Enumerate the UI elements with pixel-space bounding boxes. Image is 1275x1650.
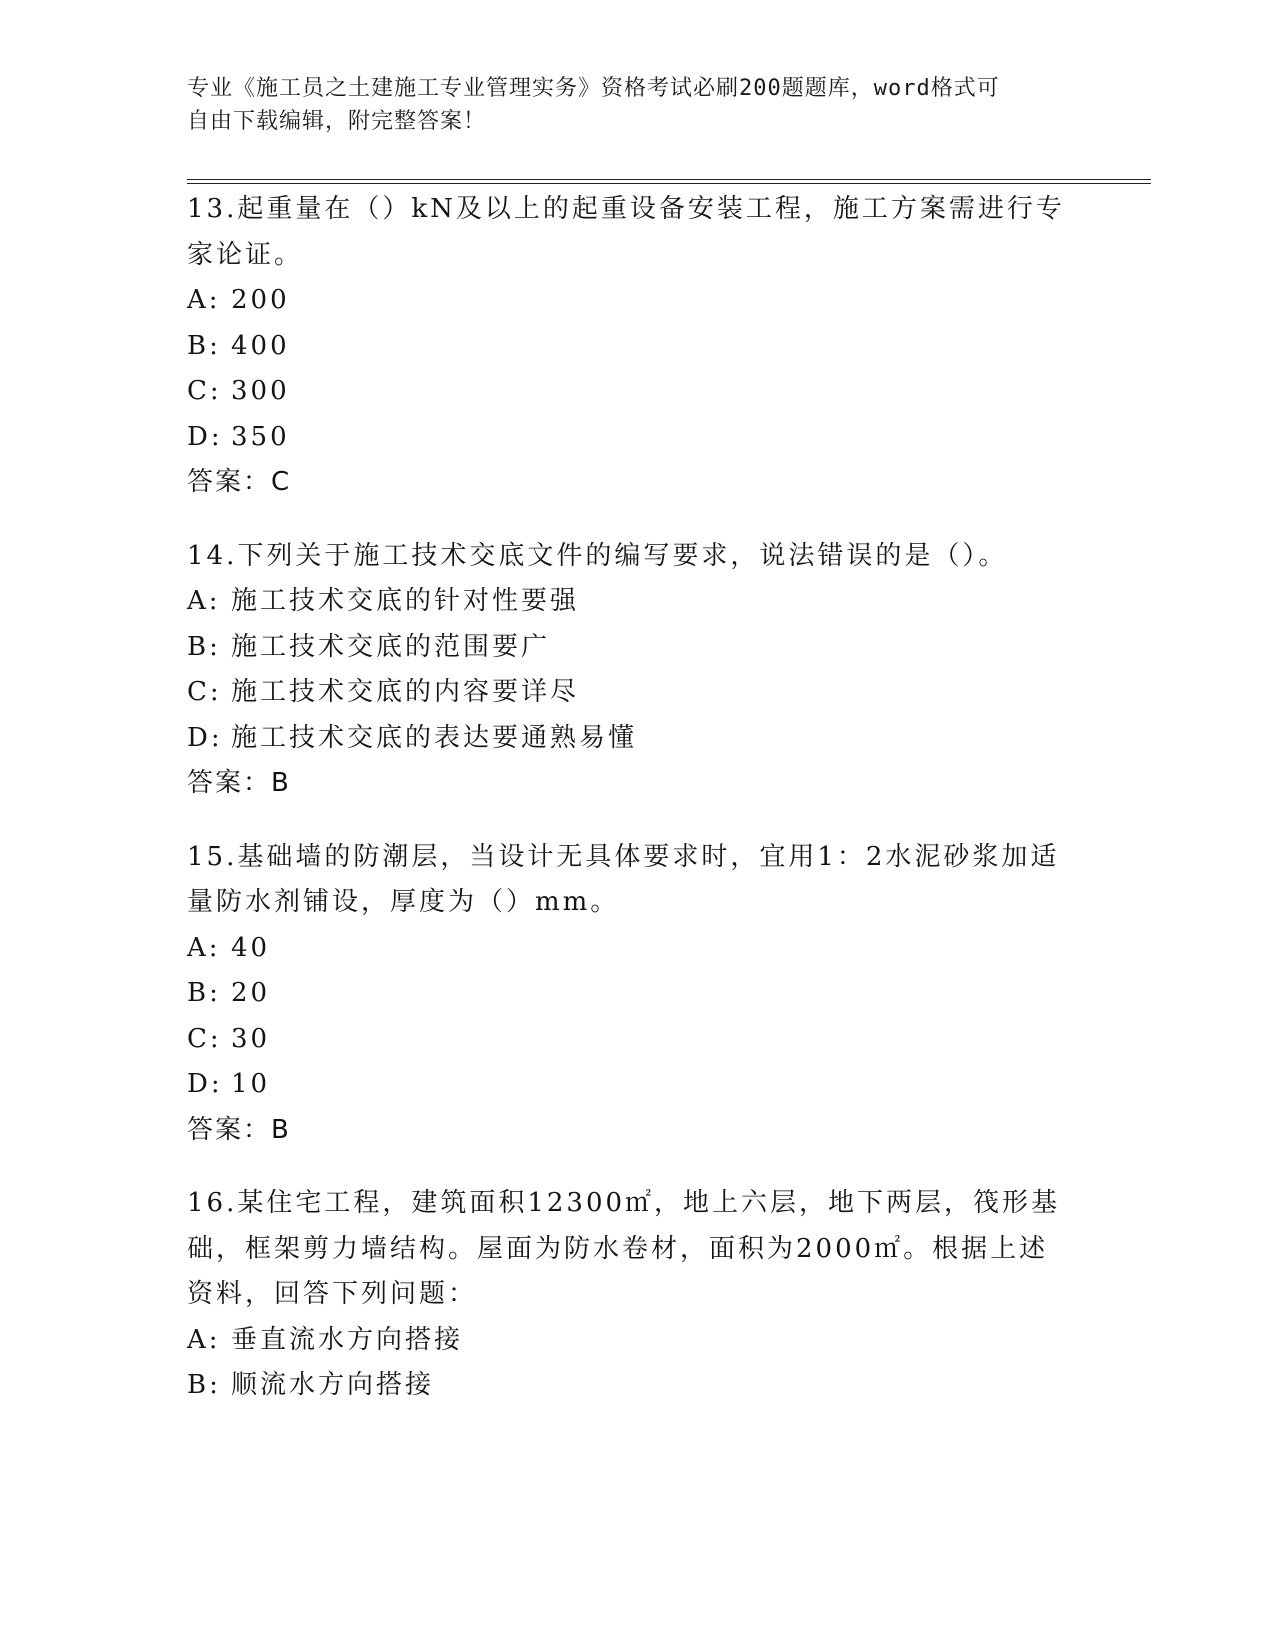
option-d	[187, 716, 1067, 762]
option-text: 施工技术交底的针对性要强	[231, 586, 580, 616]
document-header	[187, 72, 1067, 138]
option-letter: B:	[187, 1370, 221, 1400]
header-divider-top	[187, 179, 1151, 180]
option-d	[187, 1062, 1067, 1108]
option-b	[187, 324, 1067, 370]
header-line-2: 自由下载编辑，附完整答案！	[187, 109, 487, 134]
option-letter: B:	[187, 978, 221, 1008]
option-b	[187, 625, 1067, 671]
option-letter: D:	[187, 421, 223, 452]
option-text: 30	[231, 1023, 271, 1054]
option-b	[187, 971, 1067, 1017]
option-text: 350	[231, 421, 290, 452]
question-15	[187, 835, 1067, 1154]
question-stem: 13.起重量在（）kN及以上的起重设备安装工程，施工方案需进行专家论证。	[187, 194, 1065, 270]
option-d	[187, 415, 1067, 461]
option-c	[187, 670, 1067, 716]
option-letter: A:	[187, 932, 221, 963]
option-letter: A:	[187, 586, 221, 616]
option-letter: B:	[187, 631, 221, 662]
question-14	[187, 534, 1067, 807]
option-text: 垂直流水方向搭接	[231, 1324, 464, 1355]
option-text: 施工技术交底的内容要详尽	[231, 677, 580, 707]
answer-line: 答案：B	[187, 1114, 291, 1145]
option-text: 10	[231, 1069, 271, 1099]
option-letter: A:	[187, 285, 221, 315]
question-list	[187, 187, 1067, 1437]
question-stem: 14.下列关于施工技术交底文件的编写要求，说法错误的是（）。	[187, 540, 1008, 571]
option-a	[187, 1318, 1067, 1364]
option-a	[187, 579, 1067, 625]
option-text: 40	[231, 932, 271, 963]
answer-line: 答案：C	[187, 467, 292, 497]
option-letter: A:	[187, 1324, 221, 1355]
answer-line: 答案：B	[187, 768, 291, 798]
option-letter: D:	[187, 1069, 223, 1099]
option-text: 200	[231, 285, 290, 315]
option-text: 300	[231, 376, 290, 406]
option-text: 顺流水方向搭接	[231, 1370, 435, 1400]
question-stem: 15.基础墙的防潮层，当设计无具体要求时，宜用1：2水泥砂浆加适量防水剂铺设，厚度为（）mm。	[187, 841, 1060, 917]
option-letter: C:	[187, 376, 222, 406]
option-text: 20	[231, 978, 271, 1008]
option-letter: C:	[187, 677, 222, 707]
question-13	[187, 187, 1067, 506]
question-16	[187, 1181, 1067, 1409]
question-stem: 16.某住宅工程，建筑面积12300㎡，地上六层，地下两层，筏形基础，框架剪力墙结构。屋面为防水卷材，面积为2000㎡。根据上述资料，回答下列问题：	[187, 1188, 1061, 1309]
option-a	[187, 926, 1067, 972]
option-text: 400	[231, 330, 290, 361]
header-line-1: 专业《施工员之土建施工专业管理实务》资格考试必刷200题题库，word格式可	[187, 76, 1000, 101]
option-c	[187, 1017, 1067, 1063]
option-text: 施工技术交底的范围要广	[231, 631, 551, 662]
option-a	[187, 278, 1067, 324]
option-letter: C:	[187, 1023, 222, 1054]
option-letter: D:	[187, 722, 223, 753]
header-divider-bottom	[187, 183, 1151, 184]
option-c	[187, 369, 1067, 415]
option-b	[187, 1363, 1067, 1409]
option-text: 施工技术交底的表达要通熟易懂	[231, 722, 638, 753]
option-letter: B:	[187, 330, 221, 361]
